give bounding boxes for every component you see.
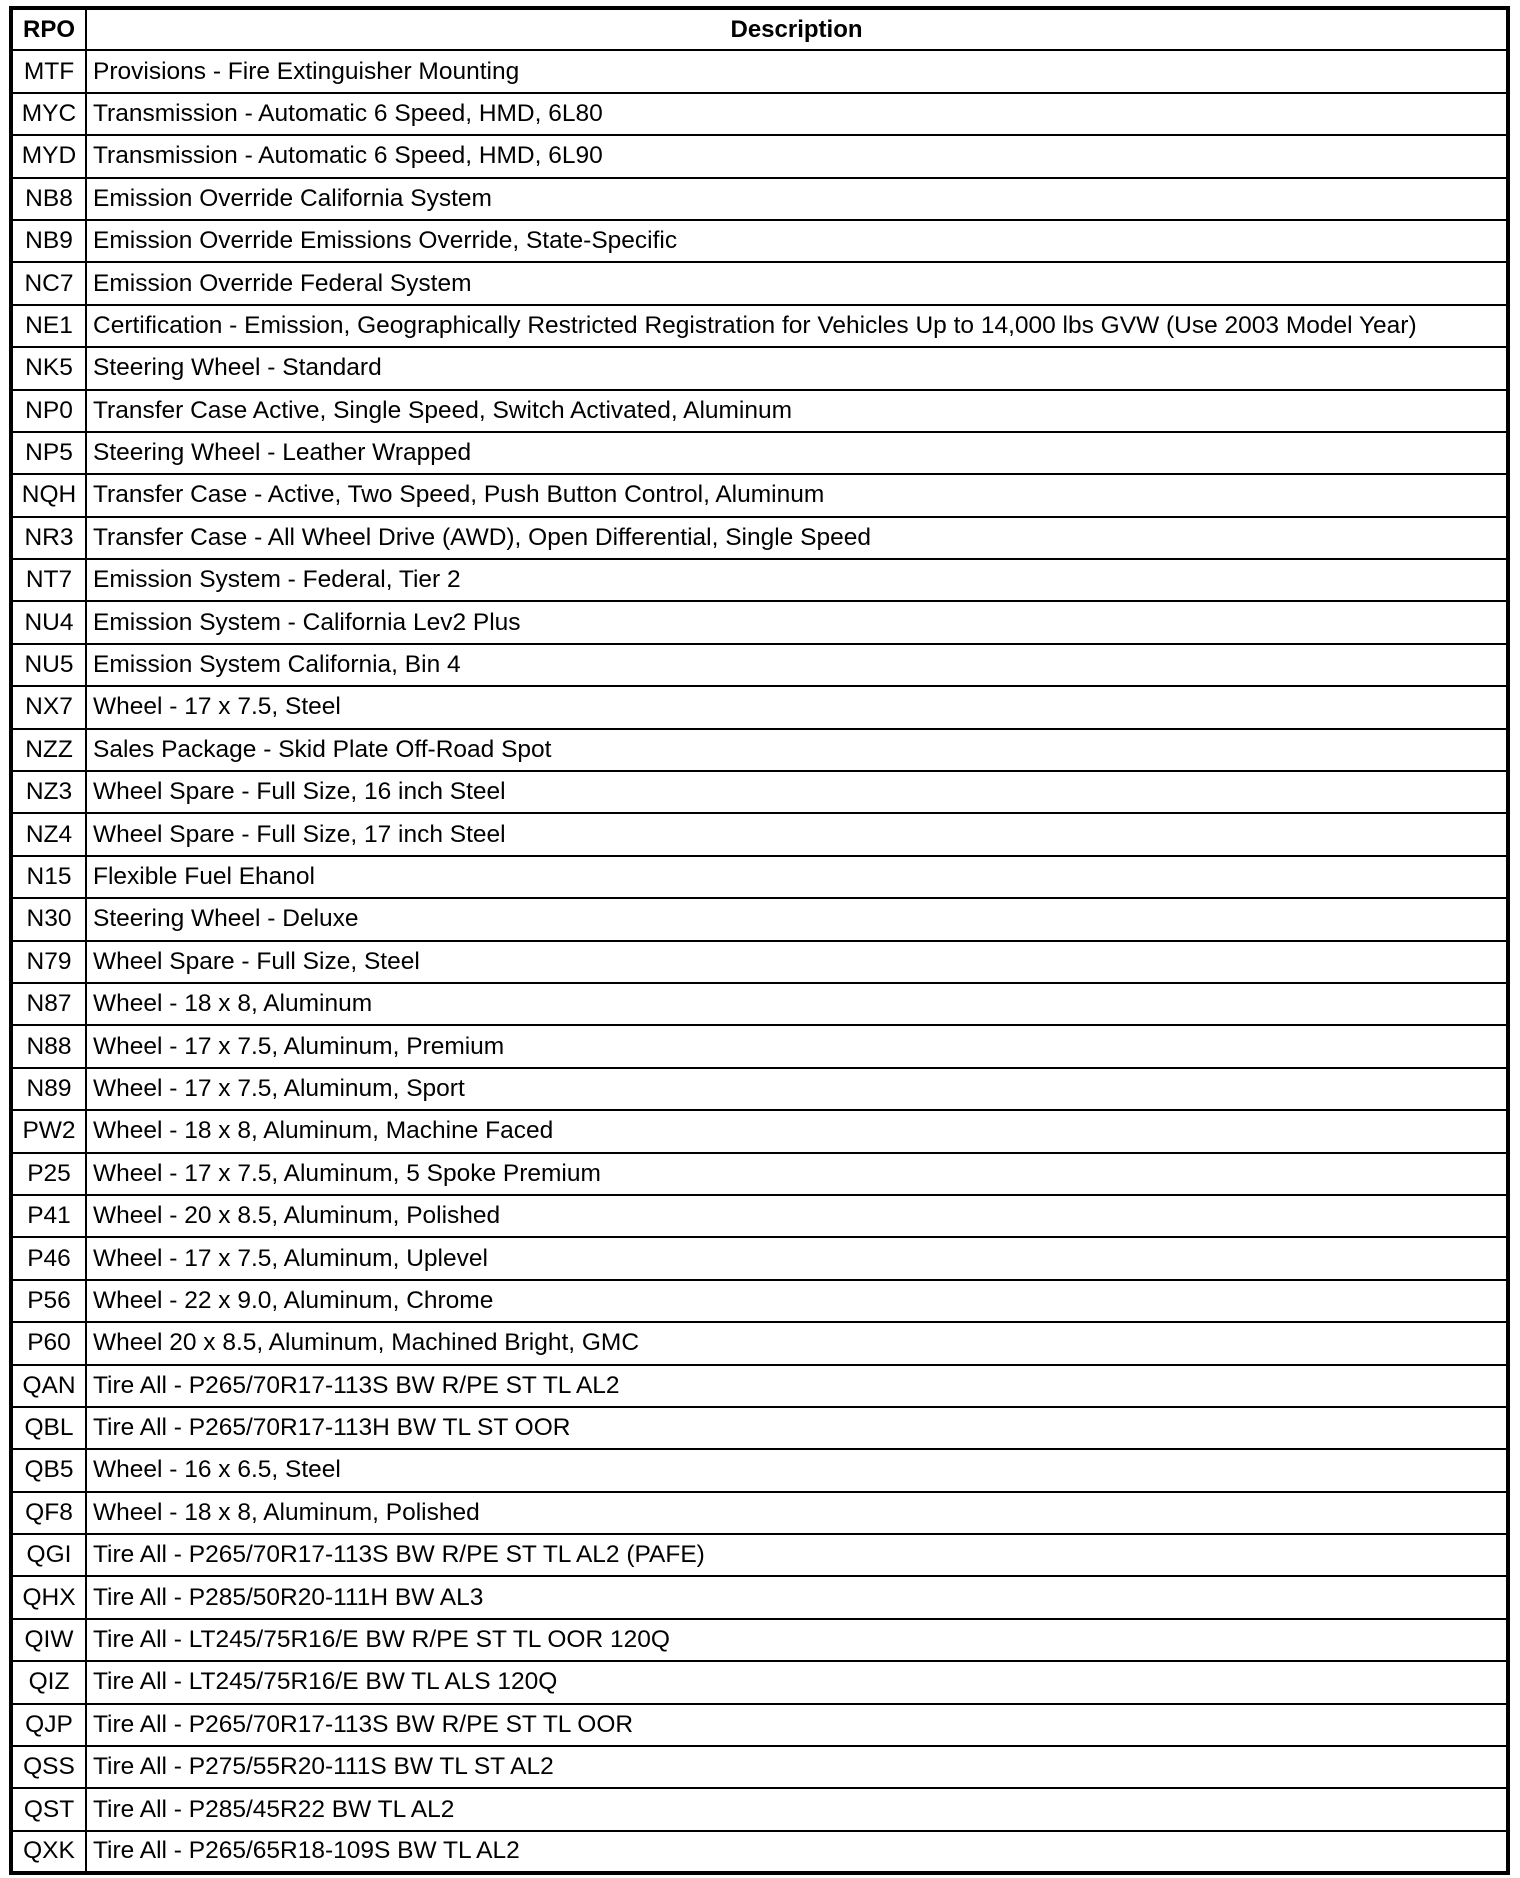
table-row	[11, 1322, 1508, 1364]
description-cell: Tire All - P285/45R22 BW TL AL2	[86, 1788, 1508, 1830]
rpo-code-cell: NU4	[11, 601, 86, 643]
description-cell: Sales Package - Skid Plate Off-Road Spot	[86, 729, 1508, 771]
rpo-code-cell: QHX	[11, 1576, 86, 1618]
rpo-code-cell: QIW	[11, 1619, 86, 1661]
table-row	[11, 601, 1508, 643]
table-row	[11, 262, 1508, 304]
rpo-code-cell: NB8	[11, 178, 86, 220]
table-row	[11, 1195, 1508, 1237]
rpo-code-cell: N30	[11, 898, 86, 940]
table-row	[11, 432, 1508, 474]
table-row	[11, 1576, 1508, 1618]
rpo-code-cell: QXK	[11, 1831, 86, 1873]
description-cell: Wheel - 17 x 7.5, Steel	[86, 686, 1508, 728]
description-cell: Transfer Case - Active, Two Speed, Push Button Control, Aluminum	[86, 474, 1508, 516]
description-cell: Wheel - 17 x 7.5, Aluminum, Uplevel	[86, 1237, 1508, 1279]
rpo-code-cell: NE1	[11, 305, 86, 347]
description-cell: Flexible Fuel Ehanol	[86, 856, 1508, 898]
rpo-code-cell: N88	[11, 1025, 86, 1067]
table-row	[11, 1492, 1508, 1534]
table-row	[11, 1110, 1508, 1152]
table-row	[11, 1237, 1508, 1279]
description-cell: Tire All - P265/70R17-113H BW TL ST OOR	[86, 1407, 1508, 1449]
description-cell: Provisions - Fire Extinguisher Mounting	[86, 50, 1508, 92]
description-cell: Certification - Emission, Geographically Restricted Registration for Vehicles Up to 14,000 lbs GVW (Use 2003 Model Year)	[86, 305, 1508, 347]
description-cell: Emission Override California System	[86, 178, 1508, 220]
description-cell: Emission System - California Lev2 Plus	[86, 601, 1508, 643]
table-row	[11, 941, 1508, 983]
rpo-code-cell: NT7	[11, 559, 86, 601]
table-row	[11, 1449, 1508, 1491]
table-row	[11, 1153, 1508, 1195]
table-row	[11, 347, 1508, 389]
description-cell: Tire All - LT245/75R16/E BW TL ALS 120Q	[86, 1661, 1508, 1703]
description-cell: Wheel - 17 x 7.5, Aluminum, Premium	[86, 1025, 1508, 1067]
description-cell: Wheel - 18 x 8, Aluminum, Machine Faced	[86, 1110, 1508, 1152]
header-row	[11, 8, 1508, 50]
table-row	[11, 644, 1508, 686]
table-row	[11, 1704, 1508, 1746]
rpo-code-cell: NX7	[11, 686, 86, 728]
table-row	[11, 1746, 1508, 1788]
description-cell: Wheel - 18 x 8, Aluminum	[86, 983, 1508, 1025]
rpo-code-cell: NZZ	[11, 729, 86, 771]
table-row	[11, 1025, 1508, 1067]
table-row	[11, 559, 1508, 601]
rpo-code-cell: NB9	[11, 220, 86, 262]
rpo-code-cell: NC7	[11, 262, 86, 304]
description-cell: Wheel Spare - Full Size, Steel	[86, 941, 1508, 983]
rpo-code-cell: NQH	[11, 474, 86, 516]
table-row	[11, 1831, 1508, 1873]
rpo-code-cell: NP0	[11, 390, 86, 432]
rpo-code-cell: N87	[11, 983, 86, 1025]
rpo-code-cell: QAN	[11, 1365, 86, 1407]
rpo-code-cell: QST	[11, 1788, 86, 1830]
table-row	[11, 983, 1508, 1025]
description-cell: Wheel 20 x 8.5, Aluminum, Machined Bright, GMC	[86, 1322, 1508, 1364]
table-row	[11, 93, 1508, 135]
description-cell: Tire All - P265/65R18-109S BW TL AL2	[86, 1831, 1508, 1873]
table-body	[11, 50, 1508, 1873]
rpo-code-cell: MTF	[11, 50, 86, 92]
table-row	[11, 898, 1508, 940]
table-row	[11, 771, 1508, 813]
table-row	[11, 1365, 1508, 1407]
rpo-code-cell: N79	[11, 941, 86, 983]
rpo-table	[9, 6, 1510, 1875]
table-row	[11, 220, 1508, 262]
rpo-code-cell: P41	[11, 1195, 86, 1237]
rpo-code-cell: QBL	[11, 1407, 86, 1449]
column-header-description: Description	[86, 8, 1508, 50]
rpo-code-cell: NU5	[11, 644, 86, 686]
rpo-code-cell: P25	[11, 1153, 86, 1195]
description-cell: Steering Wheel - Leather Wrapped	[86, 432, 1508, 474]
rpo-code-cell: QSS	[11, 1746, 86, 1788]
rpo-code-cell: NP5	[11, 432, 86, 474]
rpo-code-cell: P56	[11, 1280, 86, 1322]
rpo-code-cell: QB5	[11, 1449, 86, 1491]
table-row	[11, 517, 1508, 559]
rpo-code-cell: QIZ	[11, 1661, 86, 1703]
rpo-code-cell: QJP	[11, 1704, 86, 1746]
table-row	[11, 178, 1508, 220]
description-cell: Wheel - 17 x 7.5, Aluminum, 5 Spoke Premium	[86, 1153, 1508, 1195]
rpo-code-cell: N89	[11, 1068, 86, 1110]
description-cell: Steering Wheel - Deluxe	[86, 898, 1508, 940]
table-row	[11, 1661, 1508, 1703]
table-row	[11, 1788, 1508, 1830]
rpo-code-cell: N15	[11, 856, 86, 898]
description-cell: Emission System - Federal, Tier 2	[86, 559, 1508, 601]
rpo-code-cell: MYC	[11, 93, 86, 135]
description-cell: Wheel Spare - Full Size, 16 inch Steel	[86, 771, 1508, 813]
description-cell: Steering Wheel - Standard	[86, 347, 1508, 389]
table-row	[11, 135, 1508, 177]
table-row	[11, 305, 1508, 347]
rpo-code-cell: NR3	[11, 517, 86, 559]
rpo-code-cell: PW2	[11, 1110, 86, 1152]
description-cell: Wheel - 17 x 7.5, Aluminum, Sport	[86, 1068, 1508, 1110]
description-cell: Emission Override Federal System	[86, 262, 1508, 304]
description-cell: Tire All - P275/55R20-111S BW TL ST AL2	[86, 1746, 1508, 1788]
table-row	[11, 856, 1508, 898]
description-cell: Wheel - 18 x 8, Aluminum, Polished	[86, 1492, 1508, 1534]
rpo-code-cell: NZ3	[11, 771, 86, 813]
table-row	[11, 390, 1508, 432]
table-row	[11, 1068, 1508, 1110]
table-row	[11, 813, 1508, 855]
rpo-code-cell: MYD	[11, 135, 86, 177]
table-row	[11, 50, 1508, 92]
description-cell: Emission Override Emissions Override, State-Specific	[86, 220, 1508, 262]
description-cell: Wheel - 16 x 6.5, Steel	[86, 1449, 1508, 1491]
description-cell: Transmission - Automatic 6 Speed, HMD, 6L80	[86, 93, 1508, 135]
description-cell: Tire All - P265/70R17-113S BW R/PE ST TL OOR	[86, 1704, 1508, 1746]
description-cell: Tire All - LT245/75R16/E BW R/PE ST TL OOR 120Q	[86, 1619, 1508, 1661]
description-cell: Tire All - P265/70R17-113S BW R/PE ST TL AL2 (PAFE)	[86, 1534, 1508, 1576]
table-row	[11, 1619, 1508, 1661]
table-row	[11, 1280, 1508, 1322]
description-cell: Transfer Case Active, Single Speed, Switch Activated, Aluminum	[86, 390, 1508, 432]
description-cell: Wheel - 20 x 8.5, Aluminum, Polished	[86, 1195, 1508, 1237]
description-cell: Tire All - P285/50R20-111H BW AL3	[86, 1576, 1508, 1618]
rpo-code-cell: P46	[11, 1237, 86, 1279]
rpo-code-cell: NK5	[11, 347, 86, 389]
table-row	[11, 729, 1508, 771]
description-cell: Emission System California, Bin 4	[86, 644, 1508, 686]
rpo-code-cell: P60	[11, 1322, 86, 1364]
description-cell: Wheel - 22 x 9.0, Aluminum, Chrome	[86, 1280, 1508, 1322]
rpo-code-cell: QGI	[11, 1534, 86, 1576]
table-row	[11, 686, 1508, 728]
rpo-code-cell: NZ4	[11, 813, 86, 855]
table-row	[11, 1407, 1508, 1449]
rpo-code-cell: QF8	[11, 1492, 86, 1534]
table-row	[11, 474, 1508, 516]
description-cell: Wheel Spare - Full Size, 17 inch Steel	[86, 813, 1508, 855]
description-cell: Tire All - P265/70R17-113S BW R/PE ST TL AL2	[86, 1365, 1508, 1407]
table-row	[11, 1534, 1508, 1576]
description-cell: Transmission - Automatic 6 Speed, HMD, 6L90	[86, 135, 1508, 177]
description-cell: Transfer Case - All Wheel Drive (AWD), Open Differential, Single Speed	[86, 517, 1508, 559]
column-header-rpo: RPO	[11, 8, 86, 50]
